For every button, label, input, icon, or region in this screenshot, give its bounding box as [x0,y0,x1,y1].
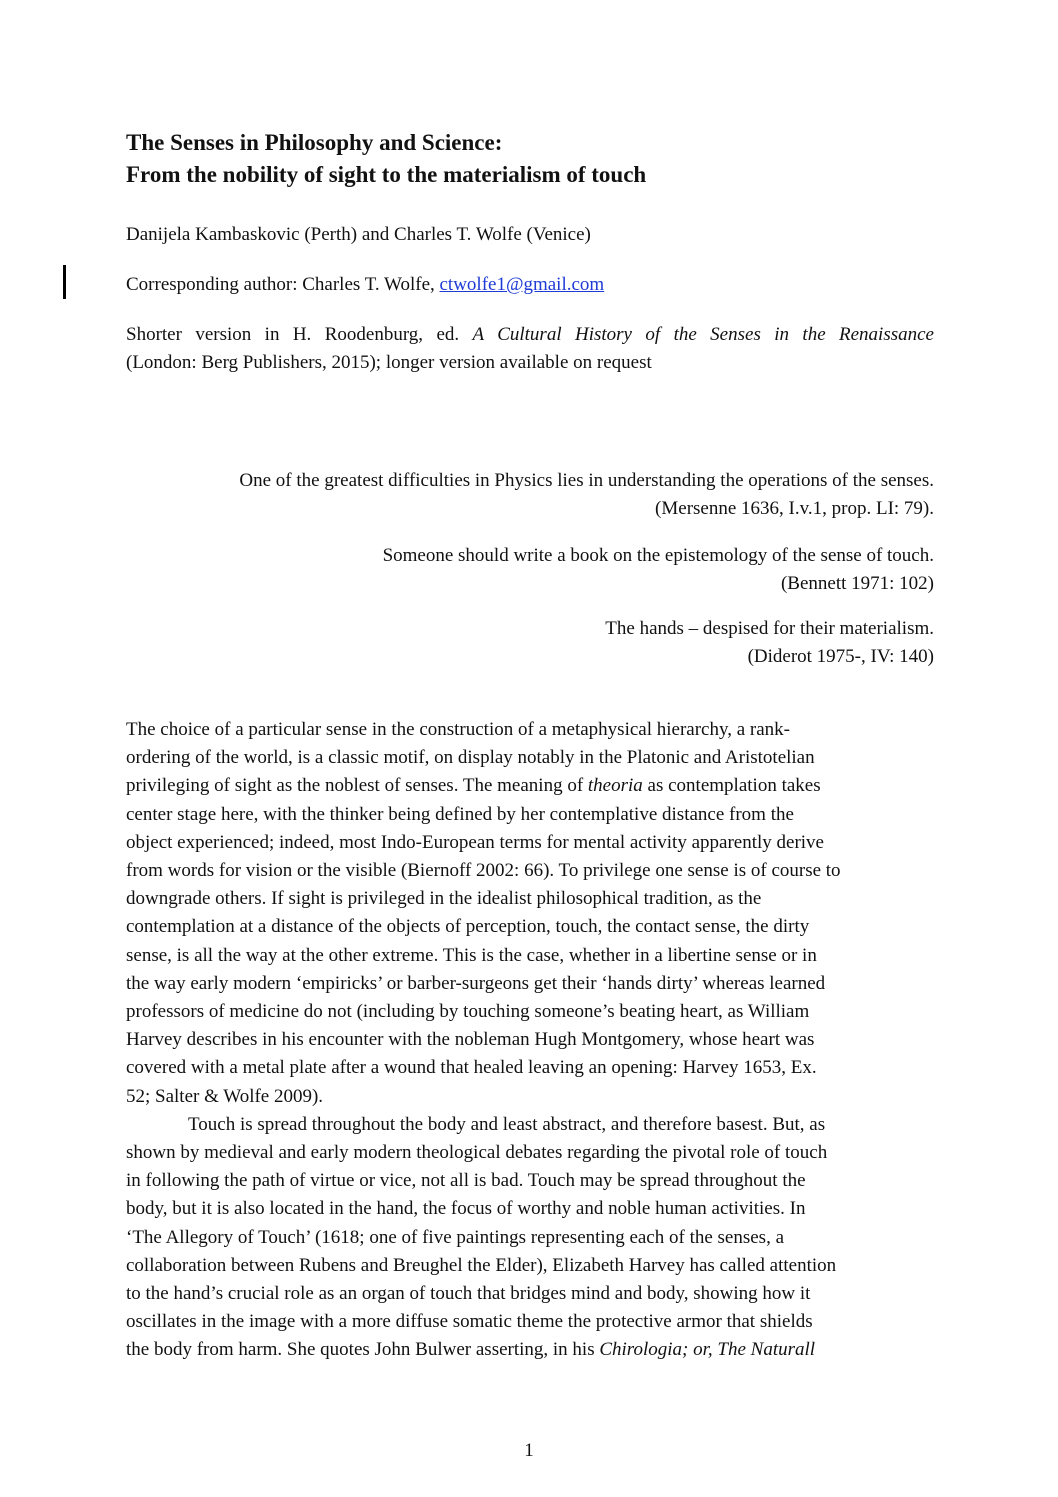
emphasis: Chirologia; or, The Naturall [599,1339,816,1361]
email-link[interactable]: ctwolfe1@gmail.com [439,274,605,295]
emphasis: theoria [587,775,643,797]
epigraph-quote: The hands – despised for their materialism. [605,618,934,639]
text-line: Touch is spread throughout the body and least abstract, and therefore basest. But, as [188,1113,826,1135]
text-line: covered with a metal plate after a wound that healed leaving an opening: Harvey 1653, Ex. [126,1057,817,1079]
publication-note [126,321,934,376]
paper-title [126,127,946,191]
text-line: shown by medieval and early modern theological debates regarding the pivotal role of touch [126,1142,828,1164]
text-line: collaboration between Rubens and Breughel the Elder), Elizabeth Harvey has called attention [126,1254,837,1276]
title-line-1: The Senses in Philosophy and Science: [126,130,503,155]
title-line-2: From the nobility of sight to the materialism of touch [126,162,647,187]
author-line: Danijela Kambaskovic (Perth) and Charles T. Wolfe (Venice) [126,224,591,245]
body-text [126,716,934,1365]
publication-prefix: Shorter version in H. Roodenburg, ed. [126,324,473,345]
text-span: privileging of sight as the noblest of senses. The meaning of [126,775,588,797]
epigraph-source: (Bennett 1971: 102) [780,573,934,594]
epigraph-1 [239,467,934,523]
corresponding-label: Corresponding author: Charles T. Wolfe, [126,274,440,295]
text-line: ordering of the world, is a classic motif, on display notably in the Platonic and Aristotelian [126,747,815,769]
text-line: oscillates in the image with a more diffuse somatic theme the protective armor that shields [126,1311,813,1333]
text-line: center stage here, with the thinker being defined by her contemplative distance from the [126,803,794,825]
text-line: ‘The Allegory of Touch’ (1618; one of five paintings representing each of the senses, a [126,1226,785,1248]
text-line: from words for vision or the visible (Biernoff 2002: 66). To privilege one sense is of course to [126,860,841,882]
epigraph-quote: Someone should write a book on the epistemology of the sense of touch. [382,545,934,566]
text-line: downgrade others. If sight is privileged in the idealist philosophical tradition, as the [126,888,762,910]
text-span: the body from harm. She quotes John Bulwer asserting, in his [126,1339,600,1361]
epigraph-quote: One of the greatest difficulties in Physics lies in understanding the operations of the senses. [239,470,934,491]
text-span: as contemplation takes [642,775,821,797]
revision-bar [63,265,66,299]
page-number: 1 [524,1440,534,1461]
text-line: the way early modern ‘empiricks’ or barber-surgeons get their ‘hands dirty’ whereas learned [126,972,826,994]
text-line: in following the path of virtue or vice, not all is bad. Touch may be spread throughout the [126,1170,806,1192]
text-line [126,772,934,800]
epigraph-source: (Diderot 1975-, IV: 140) [747,646,934,667]
text-line: body, but it is also located in the hand, the focus of worthy and noble human activities. In [126,1198,806,1220]
text-line: The choice of a particular sense in the construction of a metaphysical hierarchy, a rank- [126,719,791,740]
corresponding-author [126,271,604,299]
text-line: professors of medicine do not (including by touching someone’s beating heart, as William [126,1001,810,1023]
book-title: A Cultural History of the Senses in the Renaissance [472,324,934,345]
text-line: sense, is all the way at the other extreme. This is the case, whether in a libertine sense or in [126,944,817,966]
text-line: to the hand’s crucial role as an organ of touch that bridges mind and body, showing how it [126,1283,811,1305]
text-line: Harvey describes in his encounter with the nobleman Hugh Montgomery, whose heart was [126,1029,815,1051]
paragraph [126,1111,934,1365]
text-line: object experienced; indeed, most Indo-European terms for mental activity apparently derive [126,831,824,853]
paragraph [126,716,934,1111]
text-line: 52; Salter & Wolfe 2009). [126,1085,324,1107]
epigraph-3 [605,615,934,671]
publication-suffix: (London: Berg Publishers, 2015); longer version available on request [126,351,652,373]
text-line: contemplation at a distance of the objects of perception, touch, the contact sense, the dirty [126,916,810,938]
epigraph-2 [383,542,934,598]
publication-note-line-1 [126,321,934,349]
text-line [126,1336,934,1364]
epigraph-source: (Mersenne 1636, I.v.1, prop. LI: 79). [655,498,934,519]
